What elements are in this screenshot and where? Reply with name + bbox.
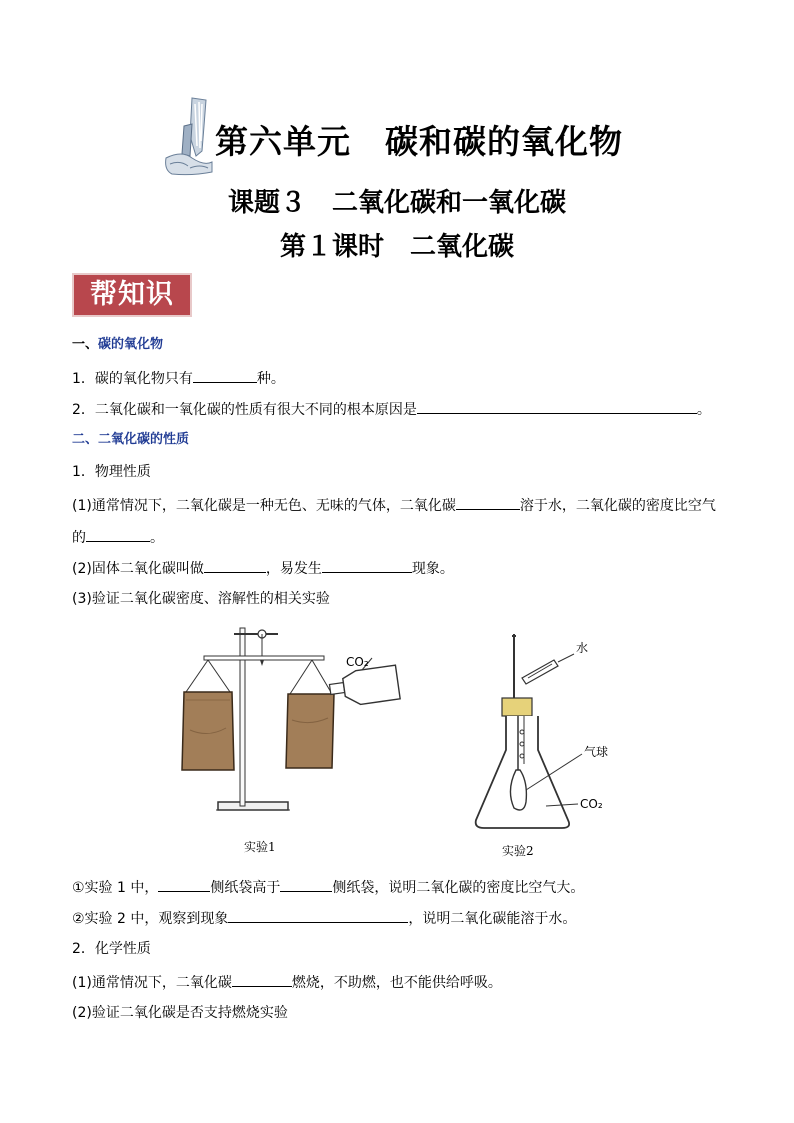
physical-item-1-tail: 。 — [150, 530, 164, 546]
unit-title: 第六单元 碳和碳的氧化物 — [215, 122, 623, 161]
lesson-title: 课题３ 二氧化碳和一氧化碳 — [227, 188, 566, 218]
physical-item-1-mid: 溶于水，二氧化碳的密度比空气 — [519, 498, 716, 514]
section-1-number: 一、 — [72, 337, 99, 352]
answer-blank[interactable] — [158, 877, 210, 892]
answer-blank[interactable] — [232, 972, 292, 987]
period-title: 第１课时 二氧化碳 — [279, 232, 514, 262]
question-2 — [72, 399, 711, 419]
physical-item-1-text: (1)通常情况下，二氧化碳是一种无色、无味的气体，二氧化碳 — [72, 498, 456, 514]
balloon-label: 气球 — [584, 745, 609, 759]
section-2-title: 二、二氧化碳的性质 — [72, 432, 190, 447]
co2-label: CO₂ — [346, 655, 369, 669]
experiment-1-caption: 实验1 — [244, 840, 276, 854]
physical-item-2-text: (2)固体二氧化碳叫做 — [72, 561, 204, 577]
answer-blank[interactable] — [417, 399, 697, 414]
section-1-heading — [72, 336, 163, 354]
answer-blank[interactable] — [456, 495, 520, 510]
chemical-item-2: (2)验证二氧化碳是否支持燃烧实验 — [72, 1005, 288, 1021]
question-1-tail: 种。 — [256, 371, 285, 387]
answer-blank[interactable] — [322, 558, 412, 573]
section-1-title: 碳的氧化物 — [98, 337, 164, 352]
answer-blank[interactable] — [193, 368, 257, 383]
result-2 — [72, 908, 576, 928]
chemical-item-1-text: (1)通常情况下，二氧化碳 — [72, 975, 232, 991]
experiment-2-caption: 实验2 — [502, 844, 534, 858]
physical-item-1-cont — [72, 527, 164, 547]
result-1-mid: 侧纸袋高于 — [210, 880, 281, 896]
badge-label: 帮知识 — [90, 279, 174, 310]
physical-item-2-tail: 现象。 — [411, 561, 454, 577]
experiment-1-figure — [172, 620, 412, 840]
physical-item-2-mid: ，易发生 — [265, 561, 322, 577]
answer-blank[interactable] — [204, 558, 266, 573]
result-2-tail: ，说明二氧化碳能溶于水。 — [408, 911, 577, 927]
answer-blank[interactable] — [280, 877, 332, 892]
question-1 — [72, 368, 285, 388]
chemical-item-1-tail: 燃烧，不助燃，也不能供给呼吸。 — [291, 975, 502, 991]
physical-item-3: (3)验证二氧化碳密度、溶解性的相关实验 — [72, 591, 330, 607]
physical-item-1-cont-text: 的 — [72, 530, 86, 546]
co2-label: CO₂ — [580, 797, 603, 811]
water-label: 水 — [576, 641, 589, 655]
result-1-text: ①实验 1 中， — [72, 880, 159, 896]
physical-properties-heading: 1．物理性质 — [72, 464, 151, 480]
result-1 — [72, 877, 584, 897]
answer-blank[interactable] — [228, 908, 408, 923]
physical-item-2 — [72, 558, 454, 578]
chemical-item-1 — [72, 972, 502, 992]
question-1-text: 1．碳的氧化物只有 — [72, 371, 193, 387]
result-1-tail: 侧纸袋，说明二氧化碳的密度比空气大。 — [332, 880, 585, 896]
title-block — [0, 96, 794, 262]
physical-item-1 — [72, 495, 716, 515]
result-2-text: ②实验 2 中，观察到现象 — [72, 911, 229, 927]
chemical-properties-heading: 2．化学性质 — [72, 941, 151, 957]
waterfall-icon — [162, 96, 214, 176]
experiment-2-figure — [462, 632, 622, 842]
section-2-heading — [72, 431, 189, 449]
section-badge — [72, 273, 192, 317]
answer-blank[interactable] — [86, 527, 150, 542]
question-2-text: 2．二氧化碳和一氧化碳的性质有很大不同的根本原因是 — [72, 402, 417, 418]
question-2-tail: 。 — [696, 402, 711, 418]
